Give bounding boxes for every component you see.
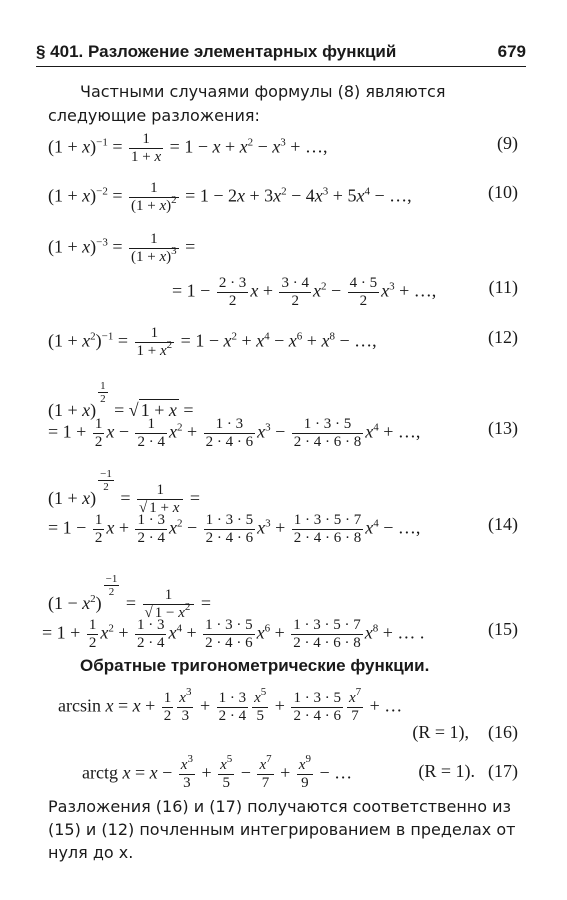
running-header — [36, 40, 526, 67]
equation-number-12: (12) — [488, 327, 518, 347]
equation-number-15: (15) — [488, 619, 518, 639]
equation-14-line-1: (1 + x) $\frac{-1}{2}$ = $\frac{1}{√ 1 + x}$ = — [48, 468, 201, 517]
subsection-heading: Обратные тригонометрические функции. — [80, 656, 430, 675]
equation-number-17: (17) — [488, 761, 518, 781]
intro-paragraph: Частными случаями формулы (8) являются следующие разложения: — [48, 82, 446, 125]
equation-number-10: (10) — [488, 182, 518, 202]
closing-paragraph: Разложения (16) и (17) получаются соответственно из (15) и (12) почленным интегрированием в пределах от нуля до x. — [48, 797, 516, 862]
equation-15-line-2: = 1 + $\frac{1}{2}$ $x^2$ + $\frac{1 \cdot 3}{2 \cdot 4}$ $x^4$ + $\frac{1 \cdot 3 \cdot 5}{2 \cdot 4 \cdot 6}$ $x^6$ + $\frac{1 \cdot 3 \cdot 5 \cdot 7}{2 \cdot 4 \cdot 6 \cdot 8}$ $x^8$ + … . — [42, 617, 425, 651]
equation-number-13: (13) — [488, 418, 518, 438]
equation-14-line-2: = 1 − $\frac{1}{2}$ x + $\frac{1 \cdot 3}{2 \cdot 4}$ $x^2$ − $\frac{1 \cdot 3 \cdot 5}{2 \cdot 4 \cdot 6}$ $x^3$ + $\frac{1 \cdot 3 \cdot 5 \cdot 7}{2 \cdot 4 \cdot 6 \cdot 8}$ $x^4$ − …, — [48, 512, 421, 546]
radius-17: (R = 1). — [418, 761, 475, 781]
radius-16: (R = 1), — [412, 722, 469, 742]
equation-11-line-2: = 1 − $\frac{2 \cdot 3}{2}$ x + $\frac{3 \cdot 4}{2}$ $x^2$ − $\frac{4 \cdot 5}{2}$ $x^3$ + …, — [172, 275, 437, 309]
equation-15-line-1: $(1 - x^2)$ $\frac{-1}{2}$ = $\frac{1}{√ 1 - x^2}$ = — [48, 573, 212, 622]
equation-9: $(1 + x)^{-1}$ = $\frac{1}{1 + x}$ = $1 - x + x^2 - x^3$ + …, — [48, 131, 328, 165]
equation-13-line-2: = 1 + $\frac{1}{2}$ x − $\frac{1}{2 \cdot 4}$ $x^2$ + $\frac{1 \cdot 3}{2 \cdot 4 \cdot 6}$ $x^3$ − $\frac{1 \cdot 3 \cdot 5}{2 \cdot 4 \cdot 6 \cdot 8}$ $x^4$ + …, — [48, 416, 421, 450]
equation-17: arctg x = x − $\frac{x^3}{3}$ + $\frac{x^5}{5}$ − $\frac{x^7}{7}$ + $\frac{x^9}{9}$ − … — [82, 753, 353, 791]
equation-11-line-1: $(1 + x)^{-3}$ = $\frac{1}{(1 + x)^3}$ = — [48, 231, 196, 265]
equation-12: $(1 + x^2)^{-1}$ = $\frac{1}{1 + x^2}$ = $1 - x^2 + x^4 - x^6 + x^8$ − …, — [48, 325, 377, 359]
equation-10: $(1 + x)^{-2}$ = $\frac{1}{(1 + x)^2}$ = $1 - 2x + 3x^2 - 4x^3 + 5x^4$ − …, — [48, 180, 412, 214]
equation-16: arcsin x = x + $\frac{1}{2}$ $\frac{x^3}{3}$ + $\frac{1 \cdot 3}{2 \cdot 4}$ $\frac{x^5}{5}$ + $\frac{1 \cdot 3 \cdot 5}{2 \cdot 4 \cdot 6}$ $\frac{x^7}{7}$ + … — [58, 686, 403, 724]
equation-number-11: (11) — [488, 277, 518, 297]
equation-number-9: (9) — [497, 133, 518, 153]
equation-number-14: (14) — [488, 514, 518, 534]
equation-13-line-1: (1 + x) $\frac{1}{2}$ = √ 1 + x = — [48, 380, 194, 420]
page-number: 679 — [497, 42, 526, 61]
section-title: § 401. Разложение элементарных функций — [36, 42, 397, 61]
equation-number-16: (16) — [488, 722, 518, 742]
